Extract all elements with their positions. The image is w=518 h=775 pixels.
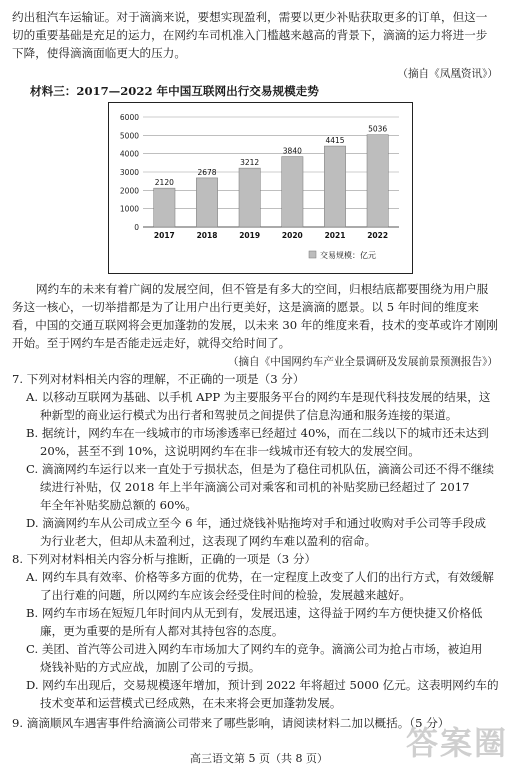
q8-option-d-cont: 技术变革和运营模式已经成熟，在未来将会更加蓬勃发展。 <box>40 696 342 710</box>
source-citation: （摘自《中国网约车产业全景调研及发展前景预测报告》） <box>227 356 498 368</box>
data-label: 5036 <box>368 124 388 134</box>
page-footer: 高三语文第 5 页（共 8 页） <box>190 752 328 765</box>
bar-2019 <box>239 168 260 227</box>
q8-option-a-cont: 了出行难的问题，所以网约车应该会经受住时间的检验，发展越来越好。 <box>40 588 412 602</box>
y-tick-label: 5000 <box>119 131 139 141</box>
bar-2021 <box>324 146 345 227</box>
q8-option-b-cont: 廉，更为重要的是所有人都对其持包容的态度。 <box>40 624 284 638</box>
x-tick-label: 2018 <box>196 231 218 240</box>
question-9: 9. 滴滴顺风车遇害事件给滴滴公司带来了哪些影响，请阅读材料二加以概括。（5 分） <box>12 716 450 730</box>
q8-option-c-cont: 烧钱补贴的方式应战，加剧了公司的亏损。 <box>40 660 261 674</box>
q8-option-b: B. 网约车市场在短短几年时间内从无到有，发展迅速，这得益于网约车方便快捷又价格低 <box>26 606 483 620</box>
bar-2020 <box>282 157 303 227</box>
source-citation: （摘自《凤凰资讯》） <box>397 68 498 80</box>
data-label: 3840 <box>282 146 302 156</box>
bar-2022 <box>367 135 388 227</box>
question-7: 7. 下列对材料相关内容的理解，不正确的一项是（3 分） <box>12 372 305 386</box>
body-text-line: 看，中国的交通互联网将会更加蓬勃的发展，以未来 30 年的维度来看，技术的变革或许才刚刚 <box>12 318 498 332</box>
body-text-line: 切的重要基础是充足的运力，在网约车司机准入门槛越来越高的背景下，滴滴的运力将进一步 <box>12 28 488 42</box>
legend-swatch <box>309 251 316 258</box>
body-text-line: 网约车的未来有着广阔的发展空间，但不管是有多大的空间，归根结底都要围绕为用户服 <box>36 282 489 296</box>
data-label: 2120 <box>154 178 174 188</box>
x-tick-label: 2021 <box>324 231 346 240</box>
bar-2018 <box>196 178 217 227</box>
y-tick-label: 2000 <box>119 186 139 196</box>
q7-option-a-cont: 种新型的商业运行模式为出行者和驾驶员之间提供了信息沟通和服务连接的渠道。 <box>40 408 458 422</box>
q7-option-d-cont: 为行业老大，但却从未盈利过，这表现了网约车难以盈利的宿命。 <box>40 534 377 548</box>
q8-option-a: A. 网约车具有效率、价格等多方面的优势，在一定程度上改变了人们的出行方式，有效缓解 <box>26 570 494 584</box>
body-text-line: 务这一核心，一切举措都是为了让用户出行更美好，这是滴滴的愿景。以 5 年时间的维度来 <box>12 300 479 314</box>
material-title: 材料三：2017—2022 年中国互联网出行交易规模走势 <box>30 84 319 98</box>
q8-option-d: D. 网约车出现后，交易规模逐年增加，预计到 2022 年将超过 5000 亿元。这表明网约车的 <box>26 678 499 692</box>
q7-option-a: A. 以移动互联网为基础、以手机 APP 为主要服务平台的网约车是现代科技发展的结果，这 <box>26 390 491 404</box>
q7-option-d: D. 滴滴网约车从公司成立至今 6 年，通过烧钱补贴拖垮对手和通过收购对手公司等手段成 <box>26 516 486 530</box>
body-text-line: 约出租汽车运输证。对于滴滴来说，要想实现盈利，需要以更少补贴获取更多的订单，但这一 <box>12 10 488 24</box>
body-text-line: 下降，使得滴滴面临更大的压力。 <box>12 46 186 60</box>
body-text-line: 开始。至于网约车是否能走远走好，就得交给时间了。 <box>12 336 291 350</box>
q7-option-c-cont: 年全年补贴奖励总额的 60%。 <box>40 498 197 512</box>
watermark-logo: 答案圈 <box>405 724 508 762</box>
q7-option-b-cont: 20%，甚至不到 10%，这说明网约车在非一线城市还有较大的发展空间。 <box>40 444 420 458</box>
legend-label: 交易规模：亿元 <box>320 251 376 260</box>
x-tick-label: 2017 <box>153 231 175 240</box>
x-tick-label: 2019 <box>239 231 261 240</box>
y-tick-label: 6000 <box>119 113 139 122</box>
bar-2017 <box>154 188 175 227</box>
x-tick-label: 2022 <box>367 231 389 240</box>
y-tick-label: 0 <box>134 223 139 232</box>
y-tick-label: 3000 <box>119 168 139 177</box>
question-8: 8. 下列对材料相关内容分析与推断，正确的一项是（3 分） <box>12 552 317 566</box>
y-tick-label: 4000 <box>119 149 139 159</box>
data-label: 4415 <box>325 136 345 146</box>
q8-option-c: C. 美团、首汽等公司进入网约车市场加大了网约车的竞争。滴滴公司为抢占市场，被迫用 <box>26 642 483 656</box>
y-tick-label: 1000 <box>119 204 139 214</box>
data-label: 3212 <box>240 158 260 168</box>
bar-chart <box>108 102 413 274</box>
q7-option-b: B. 据统计，网约车在一线城市的市场渗透率已经超过 40%，而在二线以下的城市还未达到 <box>26 426 489 440</box>
data-label: 2678 <box>197 167 217 177</box>
chart-canvas <box>109 103 412 273</box>
x-tick-label: 2020 <box>281 231 303 240</box>
q7-option-c-cont: 续进行补贴，仅 2018 年上半年滴滴公司对乘客和司机的补贴奖励已经超过了 2017 <box>40 480 470 494</box>
q7-option-c: C. 滴滴网约车运行以来一直处于亏损状态，但是为了稳住司机队伍，滴滴公司还不得不继续 <box>26 462 494 476</box>
